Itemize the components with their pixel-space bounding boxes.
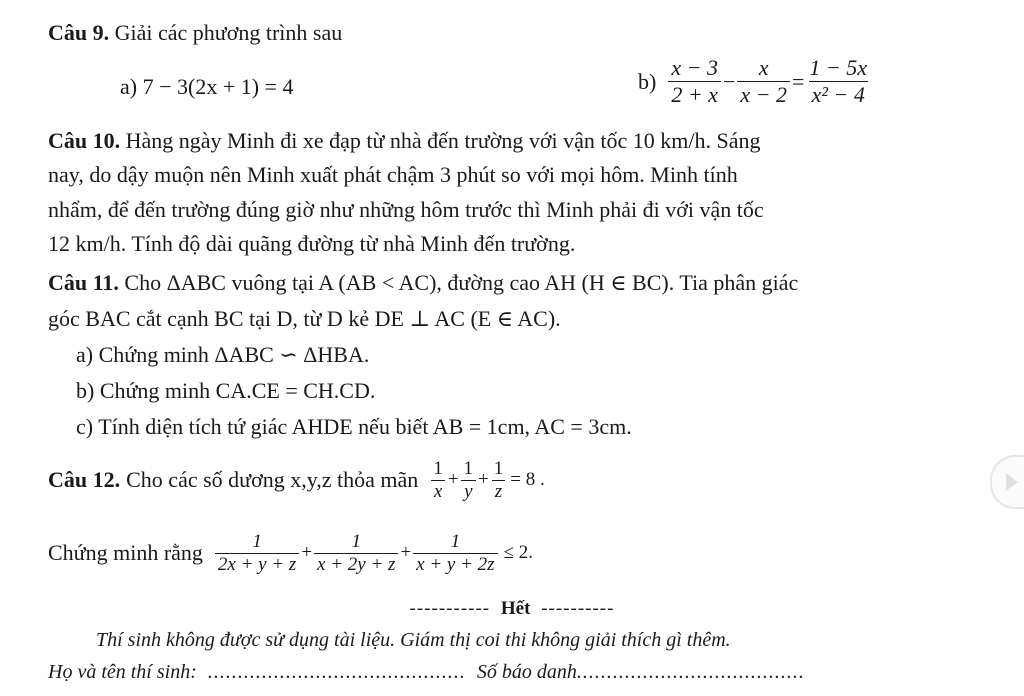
q9-text: Giải các phương trình sau [114,20,343,45]
q12-c1-den: x [431,480,445,502]
q12-prove-label: Chứng minh rằng [48,540,203,565]
q12-ineq-tail: ≤ 2. [503,542,534,563]
q9-b-f2-den: x − 2 [737,81,790,107]
end-marker [0,596,1024,622]
candidate-id-label: Số báo danh [476,661,577,683]
q12-c2-num: 1 [463,457,474,479]
q9-title: Câu 9. [48,20,110,45]
q12-title: Câu 12. [48,467,121,492]
q12-ineq-fraction-3 [413,532,497,575]
q12-p3-num: 1 [450,530,461,552]
end-label: Hết [500,598,531,619]
q11-part-b: b) Chứng minh CA.CE = CH.CD. [76,378,376,403]
q9-b-fraction-2 [737,56,790,107]
q12-ineq-plus-2: + [400,542,412,563]
end-dashes-right: ---------- [541,598,615,619]
q11-title: Câu 11. [48,270,119,295]
q9-b-f1-num: x − 3 [671,55,718,80]
q9-b-equals: = [792,68,805,94]
candidate-name-dots: ........................................... [207,661,466,683]
q12-p2-den: x + 2y + z [314,553,398,575]
q12-p1-num: 1 [252,530,262,552]
candidate-line [48,658,805,686]
next-slide-button[interactable] [990,455,1024,509]
q9-b-minus: − [722,68,736,94]
q10-line-4: 12 km/h. Tính độ dài quãng đường từ nhà Minh đến trường. [48,231,576,256]
q9-b-fraction-1 [668,56,721,107]
q9-b-label: b) [638,68,657,94]
q12-c3-num: 1 [493,457,504,479]
q9-heading [48,18,342,48]
candidate-id-dots: ...................................... [576,661,805,683]
q11-text-1: Cho ΔABC vuông tại A (AB < AC), đường cao AH (H ∈ BC). Tia phân giác [124,270,799,295]
q11-line-1 [48,268,798,298]
q11-line-2: góc BAC cắt cạnh BC tại D, từ D kẻ DE ⊥ AC (E ∈ AC). [48,306,561,331]
q9-part-a [120,72,293,102]
q11-part-c: c) Tính diện tích tứ giác AHDE nếu biết AB = 1cm, AC = 3cm. [76,414,632,439]
q12-cond-fraction-z [491,459,507,502]
q10-title: Câu 10. [48,128,121,153]
q10-line-1 [48,126,761,156]
q12-ineq-fraction-1 [215,532,299,575]
play-icon [1006,473,1018,491]
q12-ineq-fraction-2 [314,532,398,575]
q9-part-b [638,56,872,107]
q12-c2-den: y [461,480,475,502]
candidate-name-label: Họ và tên thí sinh: [48,661,197,683]
q10-line-3: nhẩm, để đến trường đúng giờ như những hôm trước thì Minh phải đi với vận tốc [48,197,764,222]
q9-b-fraction-3 [806,56,870,107]
q12-condition [48,452,545,508]
q9-b-f3-den: x² − 4 [809,81,868,107]
q12-cond-tail: = 8 . [510,469,545,490]
q12-p3-den: x + y + 2z [413,553,497,575]
q9-a-equation: 7 − 3(2x + 1) = 4 [142,74,294,99]
q9-b-f2-num: x [758,55,769,80]
q12-cond-plus-1: + [447,469,459,490]
q11-part-a: a) Chứng minh ΔABC ∽ ΔHBA. [76,342,370,367]
q12-c3-den: z [492,480,505,502]
q12-c1-num: 1 [433,457,443,479]
q10-text-1: Hàng ngày Minh đi xe đạp từ nhà đến trường với vận tốc 10 km/h. Sáng [125,128,761,153]
q12-cond-fraction-x [430,459,446,502]
q12-p1-den: 2x + y + z [215,553,299,575]
q12-inequality [48,523,533,583]
q9-b-f3-num: 1 − 5x [809,55,868,80]
q12-text: Cho các số dương x,y,z thỏa mãn [126,467,419,492]
end-dashes-left: ----------- [409,598,491,619]
q12-p2-num: 1 [351,530,361,552]
q12-cond-plus-2: + [478,469,489,490]
exam-note: Thí sinh không được sử dụng tài liệu. Giám thị coi thi không giải thích gì thêm. [96,629,731,651]
q9-a-label: a) [120,74,138,99]
q12-cond-fraction-y [461,459,477,502]
q12-ineq-plus-1: + [301,542,313,563]
q9-b-f1-den: 2 + x [668,81,721,107]
q10-line-2: nay, do dậy muộn nên Minh xuất phát chậm 3 phút so với mọi hôm. Minh tính [48,162,738,187]
